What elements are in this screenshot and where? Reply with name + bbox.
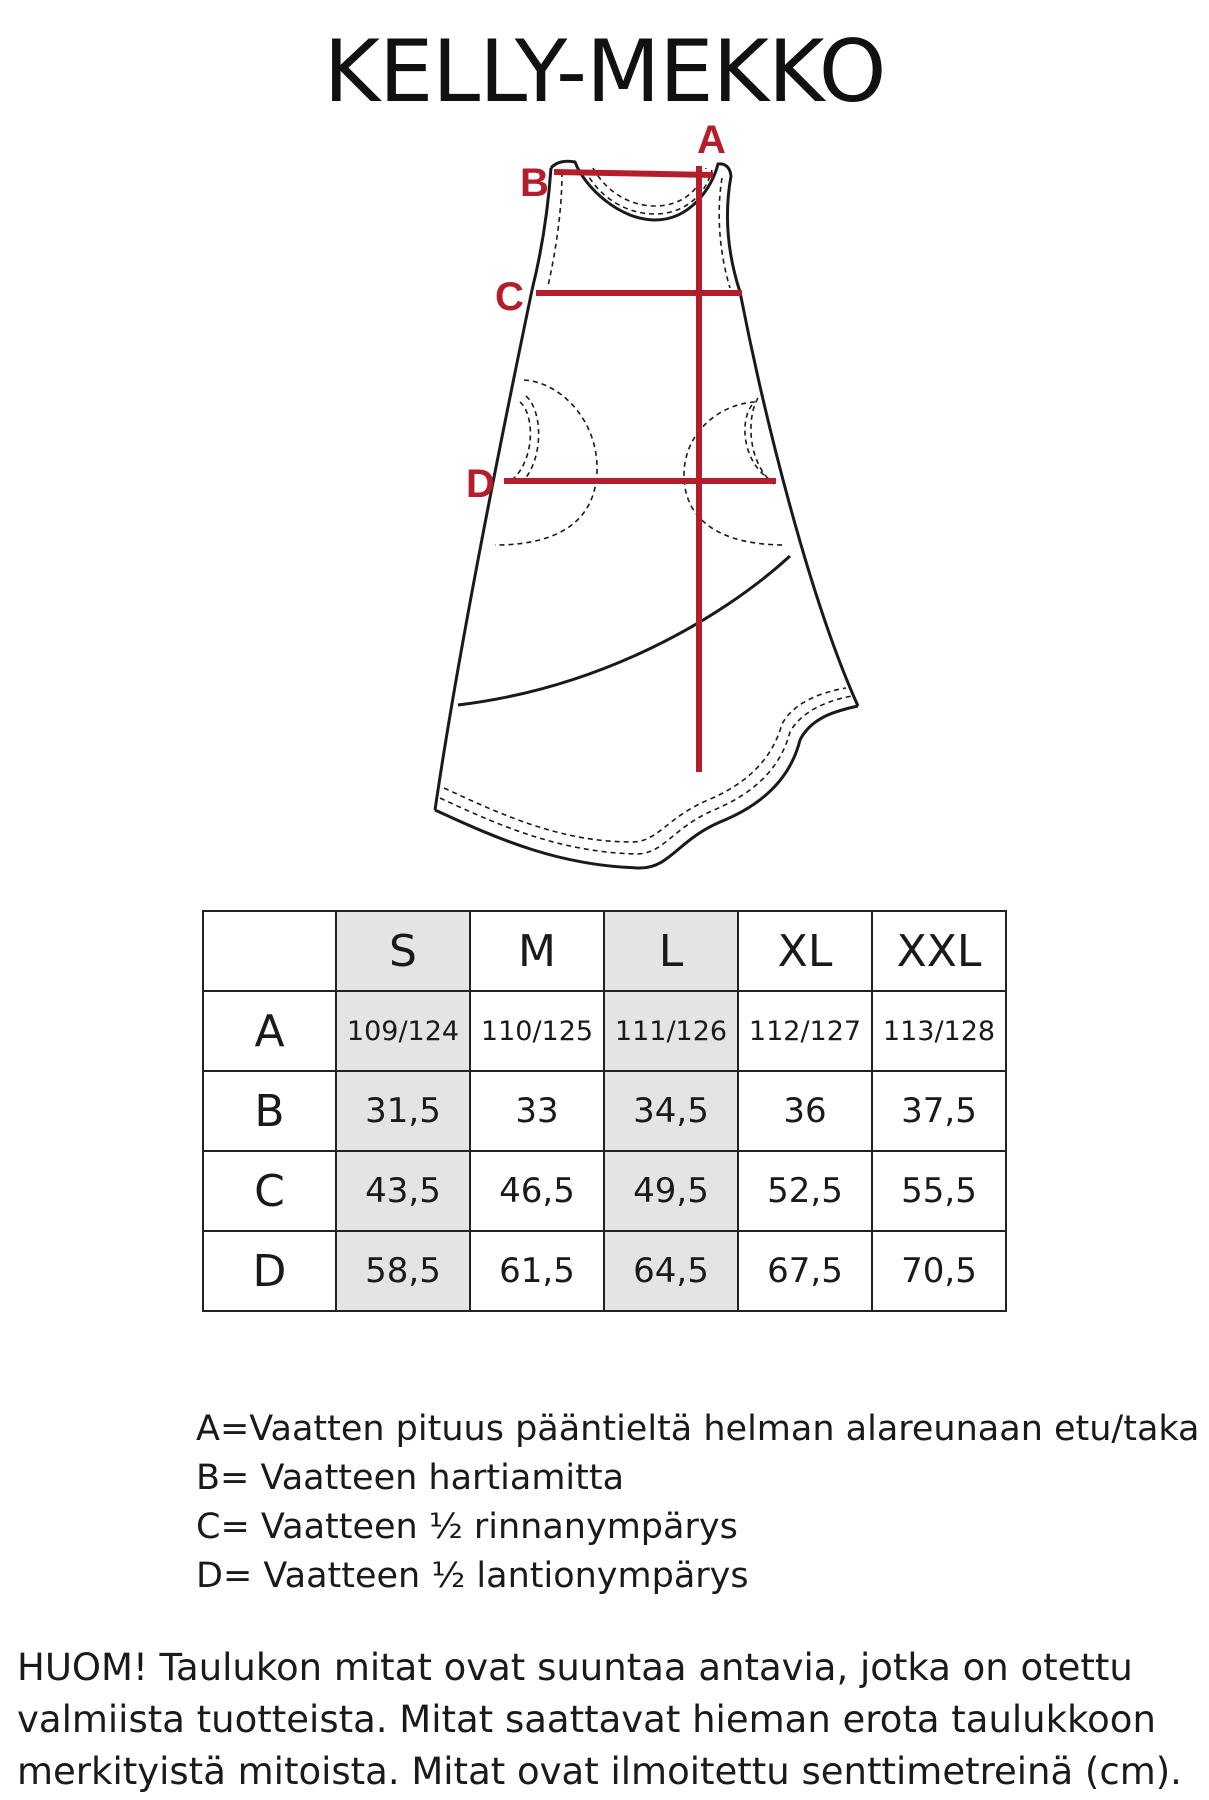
size-header-m: M xyxy=(470,911,604,991)
legend-item-c: C= Vaatteen ½ rinnanympärys xyxy=(196,1507,738,1547)
cell-c-xl: 52,5 xyxy=(738,1151,872,1231)
note-line-1: HUOM! Taulukon mitat ovat suuntaa antavia, jotka on otettu xyxy=(17,1646,1133,1689)
cell-a-l: 111/126 xyxy=(604,991,738,1071)
page-title: KELLY-MEKKO xyxy=(323,22,886,122)
legend-item-b: B= Vaatteen hartiamitta xyxy=(196,1458,625,1498)
table-row xyxy=(203,991,1006,1071)
label-c: C xyxy=(495,275,524,319)
row-label-d: D xyxy=(203,1231,336,1311)
legend-item-d: D= Vaatteen ½ lantionympärys xyxy=(196,1556,749,1596)
label-b: B xyxy=(520,161,549,205)
label-d: D xyxy=(466,462,495,506)
table-corner-cell xyxy=(203,911,336,991)
cell-d-s: 58,5 xyxy=(336,1231,470,1311)
note-line-3: merkityistä mitoista. Mitat ovat ilmoitettu senttimetreinä (cm). xyxy=(17,1750,1182,1793)
size-header-xxl: XXL xyxy=(872,911,1006,991)
cell-b-m: 33 xyxy=(470,1071,604,1151)
disclaimer-note xyxy=(17,1642,1197,1798)
size-header-xl: XL xyxy=(738,911,872,991)
note-line-2: valmiista tuotteista. Mitat saattavat hieman erota taulukkoon xyxy=(17,1698,1156,1741)
row-label-c: C xyxy=(203,1151,336,1231)
size-header-l: L xyxy=(604,911,738,991)
table-row xyxy=(203,1151,1006,1231)
measurement-legend xyxy=(196,1405,1200,1601)
cell-a-xl: 112/127 xyxy=(738,991,872,1071)
row-label-b: B xyxy=(203,1071,336,1151)
cell-c-xxl: 55,5 xyxy=(872,1151,1006,1231)
cell-d-xl: 67,5 xyxy=(738,1231,872,1311)
cell-c-l: 49,5 xyxy=(604,1151,738,1231)
dress-outline xyxy=(435,161,858,868)
cell-c-s: 43,5 xyxy=(336,1151,470,1231)
cell-b-l: 34,5 xyxy=(604,1071,738,1151)
table-row xyxy=(203,1071,1006,1151)
cell-d-m: 61,5 xyxy=(470,1231,604,1311)
cell-b-xl: 36 xyxy=(738,1071,872,1151)
size-header-row xyxy=(203,911,1006,991)
label-a: A xyxy=(697,118,726,162)
cell-d-xxl: 70,5 xyxy=(872,1231,1006,1311)
measurement-lines xyxy=(504,166,776,772)
size-header-s: S xyxy=(336,911,470,991)
cell-c-m: 46,5 xyxy=(470,1151,604,1231)
cell-a-s: 109/124 xyxy=(336,991,470,1071)
measure-line-b xyxy=(554,172,713,175)
cell-a-m: 110/125 xyxy=(470,991,604,1071)
cell-d-l: 64,5 xyxy=(604,1231,738,1311)
size-table xyxy=(202,910,1007,1312)
table-row xyxy=(203,1231,1006,1311)
cell-b-s: 31,5 xyxy=(336,1071,470,1151)
row-label-a: A xyxy=(203,991,336,1071)
cell-a-xxl: 113/128 xyxy=(872,991,1006,1071)
legend-item-a: A=Vaatten pituus pääntieltä helman alareunaan etu/taka xyxy=(196,1409,1200,1449)
cell-b-xxl: 37,5 xyxy=(872,1071,1006,1151)
